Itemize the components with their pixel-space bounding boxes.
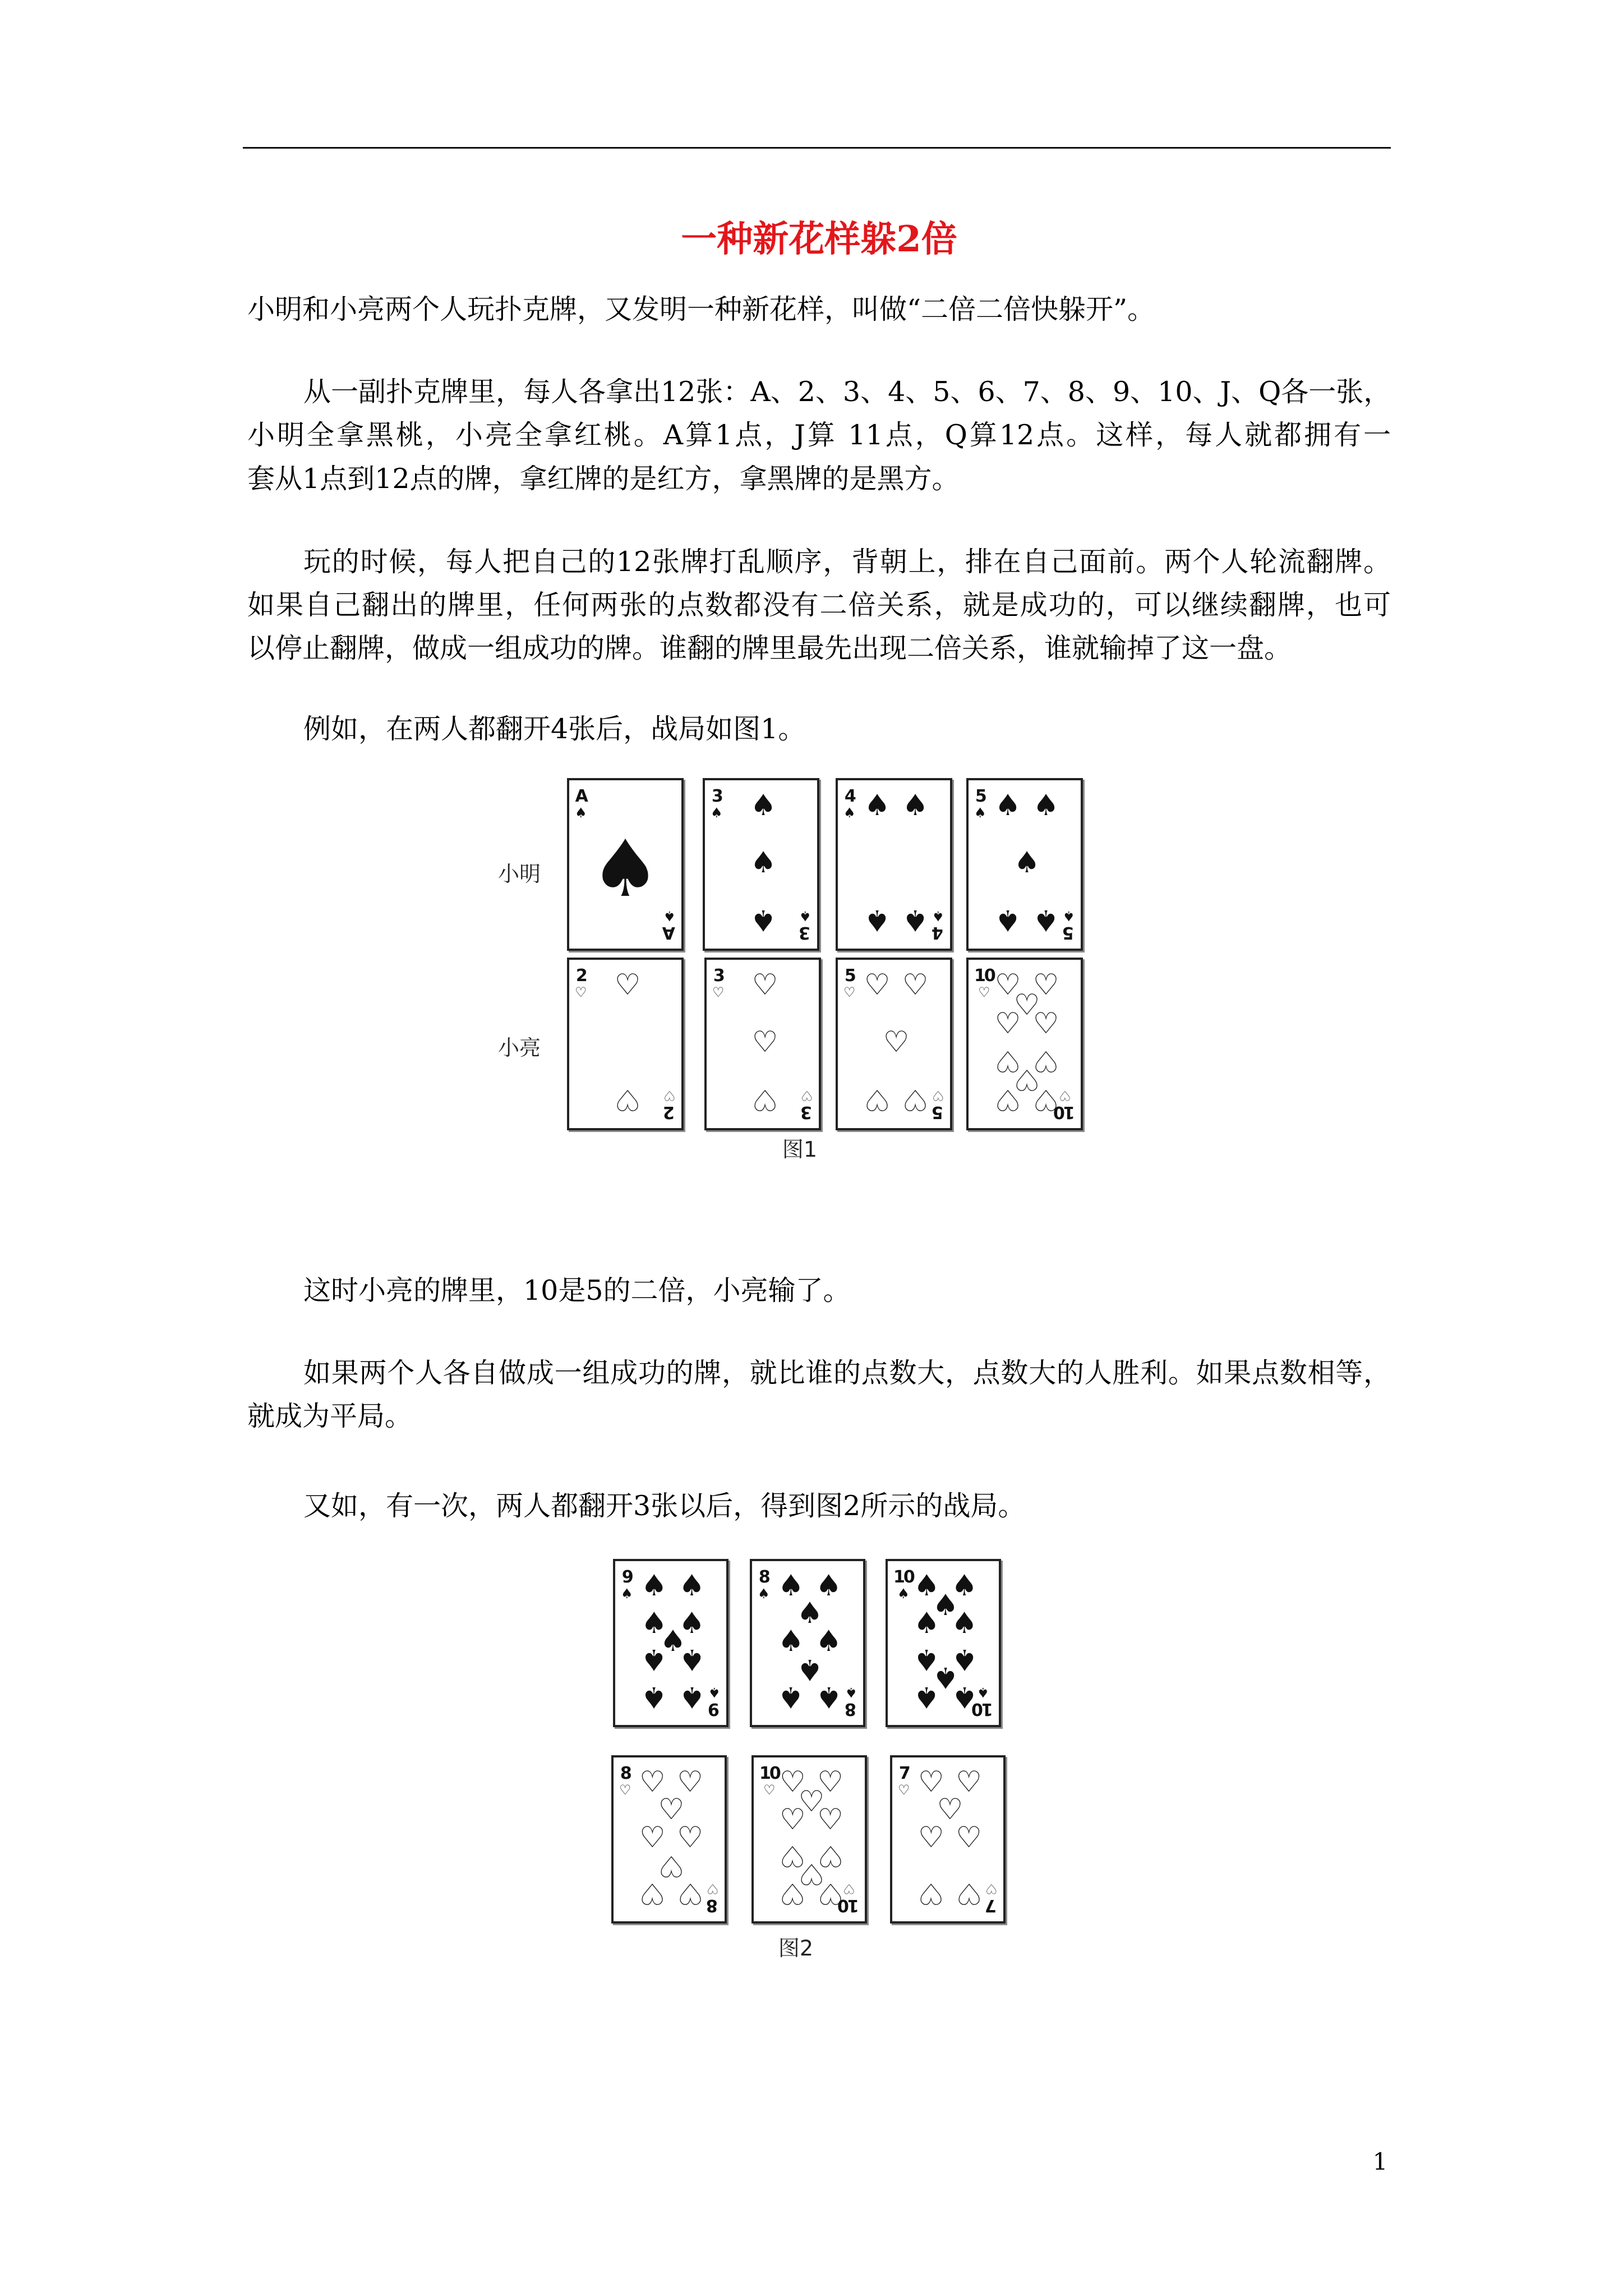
- rules-line-3: 套从1点到12点的牌，拿红牌的是红方，拿黑牌的是黑方。: [247, 463, 960, 495]
- spade-icon: ♠: [977, 1685, 989, 1700]
- card-corner-index: [932, 909, 944, 941]
- card-rank: 5: [975, 786, 985, 806]
- card-rank: A: [664, 923, 676, 942]
- result-line: 这时小亮的牌里，10是5的二倍，小亮输了。: [303, 1274, 851, 1306]
- heart-outline-icon: ♡: [663, 1088, 676, 1103]
- heart-outline-icon: ♡: [843, 1881, 855, 1897]
- spade-icon: ♠: [994, 903, 1021, 937]
- playing-card: [836, 778, 952, 951]
- card-corner-index: [758, 1569, 770, 1600]
- card-corner-index: [801, 1089, 813, 1120]
- heart-outline-icon: ♡: [994, 1044, 1021, 1078]
- card-rank: 8: [846, 1699, 857, 1719]
- playing-card: [890, 1755, 1006, 1924]
- card-rank: 3: [802, 1102, 813, 1122]
- card-corner-index: [845, 1686, 857, 1717]
- card-corner-index: [843, 788, 856, 820]
- heart-outline-icon: ♡: [779, 1765, 806, 1799]
- heart-outline-icon: ♡: [763, 1782, 776, 1798]
- spade-icon: ♠: [913, 1680, 940, 1714]
- card-rank: 10: [974, 966, 994, 986]
- spade-icon: ♠: [815, 1680, 842, 1714]
- spade-icon: ♠: [640, 1606, 667, 1640]
- spade-icon: ♠: [708, 1685, 721, 1700]
- spade-icon: ♠: [750, 903, 777, 937]
- rules-line-1: 从一副扑克牌里，每人各拿出12张：A、2、3、4、5、6、7、8、9、10、J、Q各一张，: [303, 376, 1391, 408]
- heart-outline-icon: ♡: [994, 1083, 1021, 1116]
- playing-card: [611, 1755, 727, 1924]
- heart-outline-icon: ♡: [817, 1802, 843, 1837]
- spade-icon: ♠: [640, 1642, 667, 1677]
- heart-outline-icon: ♡: [917, 1876, 944, 1911]
- heart-outline-icon: ♡: [917, 1765, 944, 1799]
- heart-outline-icon: ♡: [883, 1025, 910, 1059]
- intro-line: 小明和小亮两个人玩扑克牌，又发明一种新花样，叫做“二倍二倍快躲开”。: [247, 293, 1155, 325]
- spade-icon: ♠: [902, 903, 929, 937]
- spade-icon: ♠: [679, 1568, 705, 1603]
- card-rank: 7: [898, 1764, 909, 1783]
- heart-outline-icon: ♡: [677, 1876, 703, 1911]
- card-rank: 10: [893, 1567, 914, 1587]
- compare-line-2: 就成为平局。: [247, 1400, 413, 1432]
- heart-outline-icon: ♡: [798, 1857, 825, 1891]
- spade-icon: ♠: [590, 823, 661, 915]
- heart-outline-icon: ♡: [779, 1802, 806, 1837]
- spade-icon: ♠: [974, 805, 986, 821]
- heart-outline-icon: ♡: [917, 1821, 944, 1855]
- heart-outline-icon: ♡: [864, 968, 891, 1002]
- play-line-3: 以停止翻牌，做成一组成功的牌。谁翻的牌里最先出现二倍关系，谁就输掉了这一盘。: [247, 632, 1292, 664]
- spade-icon: ♠: [799, 908, 811, 924]
- figure-caption: 图1: [782, 1137, 818, 1162]
- spade-icon: ♠: [750, 846, 777, 880]
- header-rule: [243, 147, 1391, 149]
- card-rank: 3: [713, 966, 723, 986]
- playing-card: [704, 958, 821, 1130]
- spade-icon: ♠: [796, 1596, 823, 1631]
- spade-icon: ♠: [1013, 846, 1040, 880]
- card-rank: 10: [973, 1699, 993, 1719]
- card-corner-index: [974, 788, 986, 820]
- playing-card: [966, 958, 1083, 1130]
- heart-outline-icon: ♡: [801, 1088, 813, 1103]
- spade-icon: ♠: [679, 1606, 705, 1640]
- heart-outline-icon: ♡: [898, 1782, 910, 1798]
- heart-outline-icon: ♡: [639, 1876, 666, 1911]
- heart-outline-icon: ♡: [639, 1765, 666, 1799]
- card-corner-index: [619, 1765, 631, 1797]
- card-rank: 3: [711, 786, 722, 806]
- spade-icon: ♠: [897, 1586, 910, 1602]
- card-rank: 9: [709, 1699, 720, 1719]
- card-corner-index: [712, 968, 725, 999]
- heart-outline-icon: ♡: [1013, 1062, 1040, 1096]
- card-rank: 2: [575, 966, 586, 986]
- heart-outline-icon: ♡: [712, 984, 725, 1000]
- spade-icon: ♠: [758, 1586, 770, 1602]
- spade-icon: ♠: [845, 1685, 857, 1700]
- card-corner-index: [663, 1089, 676, 1120]
- heart-outline-icon: ♡: [902, 968, 929, 1002]
- spade-icon: ♠: [932, 908, 944, 924]
- spade-icon: ♠: [621, 1586, 633, 1602]
- play-line-1: 玩的时候，每人把自己的12张牌打乱顺序，背朝上，排在自己面前。两个人轮流翻牌。: [303, 546, 1391, 578]
- heart-outline-icon: ♡: [1032, 1044, 1059, 1078]
- card-rank: 10: [839, 1895, 859, 1915]
- spade-icon: ♠: [777, 1625, 804, 1659]
- spade-icon: ♠: [843, 805, 856, 821]
- row-label-xiaoliang: 小亮: [497, 1036, 541, 1060]
- card-corner-index: [893, 1569, 914, 1600]
- heart-outline-icon: ♡: [658, 1793, 685, 1827]
- playing-card: [750, 1559, 865, 1727]
- spade-icon: ♠: [951, 1642, 978, 1677]
- playing-card: [966, 778, 1083, 951]
- card-rank: 8: [708, 1895, 718, 1915]
- spade-icon: ♠: [913, 1568, 940, 1603]
- figure-caption: 图2: [778, 1936, 814, 1961]
- spade-icon: ♠: [951, 1606, 978, 1640]
- spade-icon: ♠: [711, 805, 723, 821]
- playing-card: [567, 958, 684, 1130]
- card-rank: 10: [1055, 1102, 1075, 1122]
- heart-outline-icon: ♡: [614, 968, 641, 1002]
- card-corner-index: [711, 788, 723, 820]
- spade-icon: ♠: [932, 1660, 959, 1695]
- spade-icon: ♠: [902, 789, 929, 822]
- card-rank: 7: [986, 1895, 997, 1915]
- figure-2: [600, 1554, 1026, 1969]
- figure-1: [482, 774, 1094, 1167]
- spade-icon: ♠: [1032, 789, 1059, 822]
- heart-outline-icon: ♡: [817, 1765, 843, 1799]
- heart-outline-icon: ♡: [751, 1083, 778, 1116]
- heart-outline-icon: ♡: [707, 1881, 719, 1897]
- card-corner-index: [843, 968, 856, 999]
- heart-outline-icon: ♡: [985, 1881, 998, 1897]
- spade-icon: ♠: [663, 908, 676, 924]
- playing-card: [613, 1559, 728, 1727]
- card-corner-index: [708, 1686, 721, 1717]
- spade-icon: ♠: [1032, 903, 1059, 937]
- heart-outline-icon: ♡: [658, 1848, 685, 1883]
- heart-outline-icon: ♡: [817, 1876, 843, 1911]
- spade-icon: ♠: [796, 1652, 823, 1686]
- card-corner-index: [663, 909, 676, 941]
- heart-outline-icon: ♡: [817, 1839, 843, 1873]
- heart-outline-icon: ♡: [956, 1765, 982, 1799]
- spade-icon: ♠: [1063, 908, 1075, 924]
- heart-outline-icon: ♡: [902, 1083, 929, 1116]
- spade-icon: ♠: [864, 903, 891, 937]
- card-corner-index: [1063, 909, 1075, 941]
- card-corner-index: [621, 1569, 633, 1600]
- playing-card: [886, 1559, 1001, 1727]
- heart-outline-icon: ♡: [575, 984, 587, 1000]
- card-corner-index: [575, 968, 587, 999]
- compare-line-1: 如果两个人各自做成一组成功的牌，就比谁的点数大，点数大的人胜利。如果点数相等，: [303, 1357, 1391, 1389]
- playing-card: [703, 778, 819, 951]
- spade-icon: ♠: [640, 1680, 667, 1714]
- card-corner-index: [932, 1089, 944, 1120]
- heart-outline-icon: ♡: [978, 984, 990, 1000]
- page-number: 1: [1372, 2148, 1388, 2175]
- spade-icon: ♠: [750, 789, 777, 822]
- heart-outline-icon: ♡: [1032, 968, 1059, 1002]
- heart-outline-icon: ♡: [677, 1765, 703, 1799]
- heart-outline-icon: ♡: [1032, 1083, 1059, 1116]
- spade-icon: ♠: [994, 789, 1021, 822]
- card-rank: 9: [621, 1567, 632, 1587]
- example1-line: 例如，在两人都翻开4张后，战局如图1。: [303, 713, 806, 745]
- card-corner-index: [985, 1882, 998, 1913]
- playing-card: [567, 778, 684, 951]
- spade-icon: ♠: [679, 1642, 705, 1677]
- card-rank: 3: [800, 923, 811, 942]
- card-rank: 5: [844, 966, 855, 986]
- heart-outline-icon: ♡: [956, 1821, 982, 1855]
- heart-outline-icon: ♡: [677, 1821, 703, 1855]
- card-rank: 8: [758, 1567, 769, 1587]
- card-rank: 4: [933, 923, 944, 942]
- heart-outline-icon: ♡: [994, 1007, 1021, 1041]
- rules-line-2: 小明全拿黑桃，小亮全拿红桃。A算1点，J算 11点，Q算12点。这样，每人就都拥有一: [247, 419, 1391, 451]
- card-rank: 5: [933, 1102, 944, 1122]
- heart-outline-icon: ♡: [751, 968, 778, 1002]
- row-label-xiaoming: 小明: [497, 862, 541, 886]
- spade-icon: ♠: [913, 1606, 940, 1640]
- spade-icon: ♠: [575, 805, 587, 821]
- heart-outline-icon: ♡: [639, 1821, 666, 1855]
- playing-card: [751, 1755, 867, 1924]
- heart-outline-icon: ♡: [994, 968, 1021, 1002]
- spade-icon: ♠: [777, 1568, 804, 1603]
- heart-outline-icon: ♡: [1013, 988, 1040, 1022]
- spade-icon: ♠: [777, 1680, 804, 1714]
- spade-icon: ♠: [815, 1625, 842, 1659]
- card-rank: 10: [759, 1764, 780, 1783]
- heart-outline-icon: ♡: [751, 1025, 778, 1059]
- card-corner-index: [707, 1882, 719, 1913]
- spade-icon: ♠: [815, 1568, 842, 1603]
- spade-icon: ♠: [951, 1680, 978, 1714]
- card-corner-index: [974, 968, 994, 999]
- card-rank: A: [575, 786, 587, 806]
- heart-outline-icon: ♡: [956, 1876, 982, 1911]
- card-corner-index: [759, 1765, 780, 1797]
- heart-outline-icon: ♡: [843, 984, 856, 1000]
- card-corner-index: [799, 909, 811, 941]
- play-line-2: 如果自己翻出的牌里，任何两张的点数都没有二倍关系，就是成功的，可以继续翻牌，也可: [247, 589, 1391, 621]
- card-rank: 8: [620, 1764, 630, 1783]
- playing-card: [836, 958, 952, 1130]
- heart-outline-icon: ♡: [932, 1088, 944, 1103]
- heart-outline-icon: ♡: [1059, 1088, 1071, 1103]
- card-rank: 2: [665, 1102, 675, 1122]
- spade-icon: ♠: [951, 1568, 978, 1603]
- card-rank: 4: [844, 786, 855, 806]
- card-rank: 5: [1064, 923, 1075, 942]
- card-corner-index: [898, 1765, 910, 1797]
- spade-icon: ♠: [660, 1625, 686, 1659]
- heart-outline-icon: ♡: [614, 1083, 641, 1116]
- example2-line: 又如，有一次，两人都翻开3张以后，得到图2所示的战局。: [303, 1490, 1026, 1522]
- page-title: 一种新花样躲2倍: [681, 218, 957, 260]
- spade-icon: ♠: [864, 789, 891, 822]
- heart-outline-icon: ♡: [619, 1782, 631, 1798]
- heart-outline-icon: ♡: [864, 1083, 891, 1116]
- heart-outline-icon: ♡: [1032, 1007, 1059, 1041]
- heart-outline-icon: ♡: [937, 1793, 963, 1827]
- spade-icon: ♠: [679, 1680, 705, 1714]
- heart-outline-icon: ♡: [798, 1784, 825, 1819]
- spade-icon: ♠: [913, 1642, 940, 1677]
- spade-icon: ♠: [932, 1588, 959, 1622]
- card-corner-index: [575, 788, 587, 820]
- heart-outline-icon: ♡: [779, 1839, 806, 1873]
- spade-icon: ♠: [640, 1568, 667, 1603]
- heart-outline-icon: ♡: [779, 1876, 806, 1911]
